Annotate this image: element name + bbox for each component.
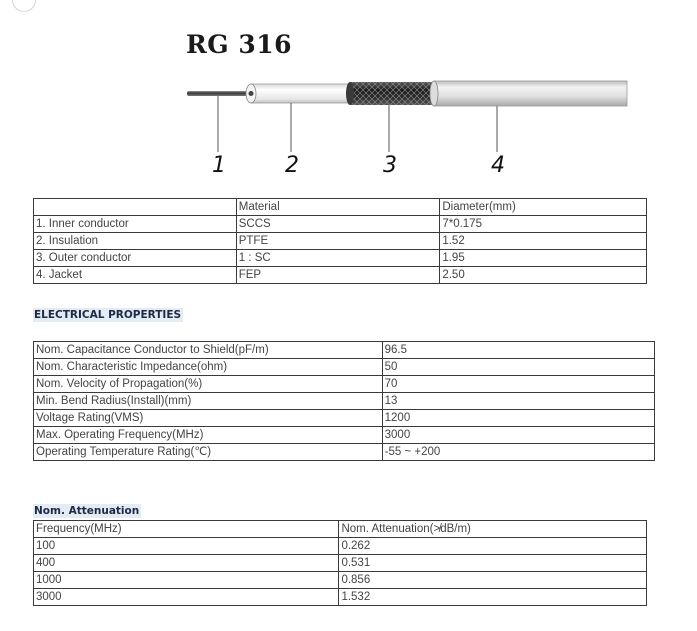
table-header-row <box>34 199 647 216</box>
inner-conductor <box>187 91 249 96</box>
material-cell: 1 : SC <box>236 250 440 267</box>
table-row <box>34 250 647 267</box>
attenuation-cell: 0.531 <box>339 555 647 572</box>
page-title: RG 316 <box>186 30 293 59</box>
table-row <box>34 216 647 233</box>
electrical-properties-table <box>33 341 655 461</box>
cable-diagram <box>0 0 697 200</box>
value-cell: 3000 <box>382 427 654 444</box>
attenuation-table <box>33 520 647 606</box>
attenuation-cell: 0.856 <box>339 572 647 589</box>
jacket <box>434 81 627 106</box>
property-cell: Operating Temperature Rating(℃) <box>34 444 383 461</box>
value-cell: 13 <box>382 393 654 410</box>
property-cell: Voltage Rating(VMS) <box>34 410 383 427</box>
callout-3: 3 <box>383 153 397 178</box>
diameter-cell: 7*0.175 <box>440 216 647 233</box>
table-row <box>34 342 655 359</box>
header-cell: Frequency(MHz) <box>34 521 339 538</box>
insulation <box>251 84 353 103</box>
header-cell <box>34 199 237 216</box>
table-row <box>34 359 655 376</box>
electrical-properties-heading: ELECTRICAL PROPERTIES <box>34 309 182 321</box>
value-cell: 96.5 <box>382 342 654 359</box>
table-row <box>34 233 647 250</box>
table-row <box>34 376 655 393</box>
table-row <box>34 427 655 444</box>
construction-table <box>33 198 647 284</box>
value-cell: 50 <box>382 359 654 376</box>
table-row <box>34 538 647 555</box>
table-row <box>34 589 647 606</box>
material-cell: FEP <box>236 267 440 284</box>
component-cell: 2. Insulation <box>34 233 237 250</box>
attenuation-cell: 1.532 <box>339 589 647 606</box>
callout-2: 2 <box>285 153 299 178</box>
table-row <box>34 572 647 589</box>
callout-4: 4 <box>491 153 505 178</box>
attenuation-heading: Nom. Attenuation <box>34 505 140 517</box>
table-row <box>34 393 655 410</box>
material-cell: SCCS <box>236 216 440 233</box>
diameter-cell: 1.95 <box>440 250 647 267</box>
frequency-cell: 100 <box>34 538 339 555</box>
frequency-cell: 1000 <box>34 572 339 589</box>
diameter-cell: 1.52 <box>440 233 647 250</box>
component-cell: 4. Jacket <box>34 267 237 284</box>
table-row <box>34 555 647 572</box>
header-cell: Nom. Attenuation(≯dB/m) <box>339 521 647 538</box>
property-cell: Nom. Velocity of Propagation(%) <box>34 376 383 393</box>
property-cell: Nom. Characteristic Impedance(ohm) <box>34 359 383 376</box>
table-row <box>34 444 655 461</box>
component-cell: 3. Outer conductor <box>34 250 237 267</box>
property-cell: Min. Bend Radius(Install)(mm) <box>34 393 383 410</box>
property-cell: Nom. Capacitance Conductor to Shield(pF/m) <box>34 342 383 359</box>
frequency-cell: 3000 <box>34 589 339 606</box>
property-cell: Max. Operating Frequency(MHz) <box>34 427 383 444</box>
header-cell: Diameter(mm) <box>440 199 647 216</box>
frequency-cell: 400 <box>34 555 339 572</box>
component-cell: 1. Inner conductor <box>34 216 237 233</box>
value-cell: 70 <box>382 376 654 393</box>
header-cell: Material <box>236 199 440 216</box>
callout-1: 1 <box>212 153 226 178</box>
attenuation-cell: 0.262 <box>339 538 647 555</box>
value-cell: -55 ~ +200 <box>382 444 654 461</box>
value-cell: 1200 <box>382 410 654 427</box>
table-row <box>34 410 655 427</box>
table-header-row <box>34 521 647 538</box>
material-cell: PTFE <box>236 233 440 250</box>
diameter-cell: 2.50 <box>440 267 647 284</box>
table-row <box>34 267 647 284</box>
